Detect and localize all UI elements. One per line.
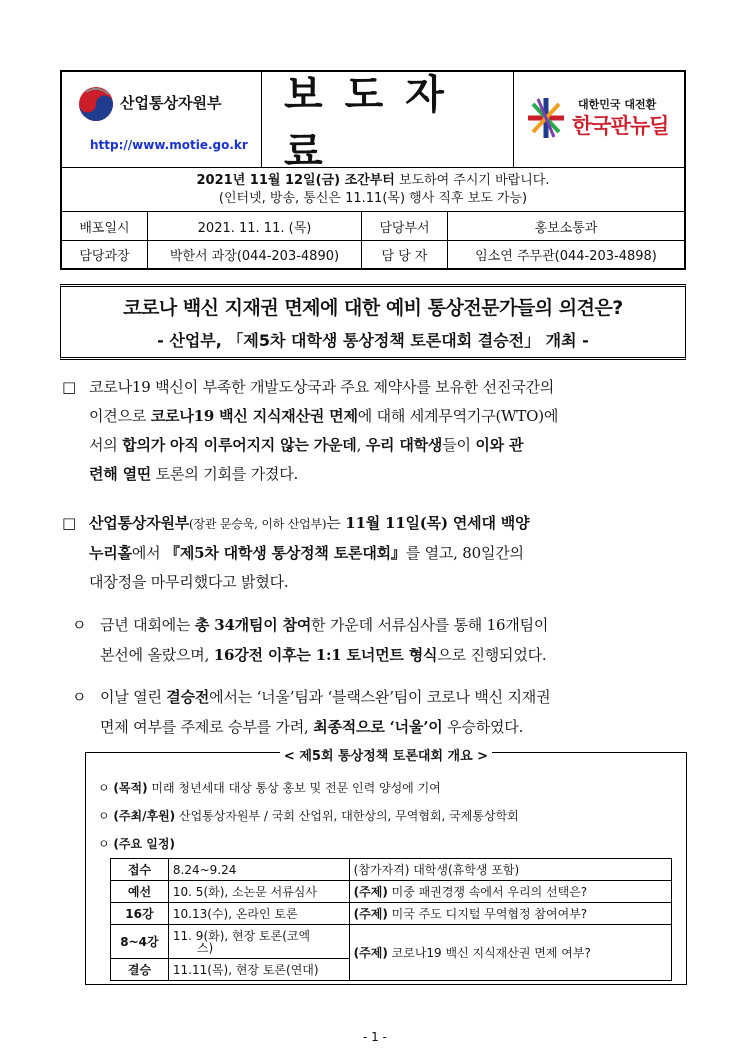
p2-text: 를 열고, 80일간의 bbox=[405, 544, 524, 562]
circle-bullet: ㅇ bbox=[72, 616, 87, 634]
desc-label: (주제) bbox=[353, 885, 388, 899]
desc-text: 코로나19 백신 지식재산권 면제 여부? bbox=[387, 946, 591, 960]
schedule-label: (주요 일정) bbox=[113, 837, 175, 851]
date-cell: 10. 5(화), 소논문 서류심사 bbox=[168, 881, 349, 903]
sub-point-2 bbox=[62, 682, 694, 742]
date-line-1: 11. 9(화), 현장 토론(코엑 bbox=[172, 928, 311, 943]
s2-text: 이날 열린 bbox=[100, 688, 167, 706]
desc-cell bbox=[349, 925, 671, 981]
stage-cell: 결승 bbox=[111, 959, 169, 981]
desc-cell bbox=[349, 859, 671, 881]
s2-bold: 최종적으로 ‘너울’이 bbox=[313, 718, 443, 736]
new-deal-title: 한국판뉴딜 bbox=[572, 114, 669, 138]
header-top-row bbox=[62, 70, 684, 175]
table-row bbox=[111, 881, 672, 903]
desc-text: 미국 주도 디지털 무역협정 참여여부? bbox=[387, 907, 588, 921]
host-text: 산업통상자원부 / 국회 산업위, 대한상의, 무역협회, 국제통상학회 bbox=[175, 809, 519, 823]
embargo-row bbox=[62, 168, 684, 212]
embargo-note: (인터넷, 방송, 통신은 11.11(목) 행사 직후 보도 가능) bbox=[218, 191, 528, 206]
staff-label: 담 당 자 bbox=[362, 241, 448, 268]
p1-bold: 코로나19 백신 지식재산권 면제 bbox=[150, 407, 358, 425]
circle-bullet: ㅇ bbox=[72, 688, 87, 706]
p2-bold: 『제5차 대학생 통상정책 토론대회』 bbox=[165, 544, 406, 562]
date-line-2: 스) bbox=[196, 940, 214, 955]
press-release-header bbox=[60, 70, 686, 270]
summary-schedule-label bbox=[98, 835, 175, 852]
subheadline: - 산업부, 「제5차 대학생 통상정책 토론대회 결승전」 개최 - bbox=[157, 331, 589, 350]
contact-row bbox=[62, 240, 684, 268]
distribution-row bbox=[62, 212, 684, 240]
new-deal-subtitle: 대한민국 대전환 bbox=[578, 98, 657, 111]
dept-value: 홍보소통과 bbox=[534, 220, 598, 236]
embargo-text: 보도하여 주시기 바랍니다. bbox=[394, 173, 550, 188]
p1-bold: 이와 관 bbox=[475, 436, 524, 454]
p1-text: , bbox=[356, 436, 366, 454]
circle-bullet: ㅇ bbox=[98, 781, 110, 795]
circle-bullet: ㅇ bbox=[98, 809, 110, 823]
purpose-label: (목적) bbox=[113, 781, 148, 795]
p1-text: 토론의 기회를 가졌다. bbox=[151, 465, 299, 483]
stage-cell: 16강 bbox=[111, 903, 169, 925]
summary-title-wrap bbox=[86, 745, 686, 764]
ministry-name: 산업통상자원부 bbox=[120, 94, 222, 112]
p1-bold: 합의가 아직 이루어지지 않는 가운데 bbox=[122, 436, 357, 454]
p1-text: 에 대해 세계무역기구(WTO)에 bbox=[357, 407, 559, 425]
s2-text: 면제 여부를 주제로 승부를 가려, bbox=[100, 718, 314, 736]
stage-cell: 8~4강 bbox=[111, 925, 169, 959]
square-bullet: □ bbox=[62, 514, 76, 532]
p1-text: 서의 bbox=[89, 436, 123, 454]
summary-title: < 제5회 통상정책 토론대회 개요 > bbox=[280, 749, 492, 764]
s2-text: 우승하였다. bbox=[442, 718, 524, 736]
p2-bold: 누리홀 bbox=[89, 544, 132, 562]
dist-value: 2021. 11. 11. (목) bbox=[148, 212, 362, 240]
dist-label: 배포일시 bbox=[62, 212, 148, 240]
p1-bold: 우리 대학생 bbox=[365, 436, 443, 454]
p1-text: 이견으로 bbox=[89, 407, 151, 425]
p2-text: 대장정을 마무리했다고 밝혔다. bbox=[89, 573, 289, 591]
paragraph-2 bbox=[62, 509, 694, 597]
ministry-url-link[interactable]: http://www.motie.go.kr bbox=[90, 138, 248, 152]
desc-text: 미중 패권경쟁 속에서 우리의 선택은? bbox=[387, 885, 588, 899]
korean-new-deal-logo-cell bbox=[514, 72, 684, 167]
desc-label: (주제) bbox=[353, 946, 388, 960]
stage-cell: 예선 bbox=[111, 881, 169, 903]
head-label: 담당과장 bbox=[62, 241, 148, 268]
s1-text: 금년 대회에는 bbox=[100, 616, 195, 634]
new-deal-star-icon bbox=[526, 96, 566, 140]
embargo-date: 2021년 11월 12일(금) 조간부터 bbox=[196, 173, 395, 188]
table-row bbox=[111, 903, 672, 925]
doc-title: 보도자료 bbox=[262, 72, 514, 167]
p2-text: 는 bbox=[326, 514, 346, 532]
p2-text: 에서 bbox=[131, 544, 166, 562]
dept-label: 담당부서 bbox=[362, 212, 448, 240]
s1-bold: 총 34개팀이 참여 bbox=[194, 616, 312, 634]
schedule-table bbox=[110, 858, 672, 981]
date-cell: 8.24~9.24 bbox=[168, 859, 349, 881]
staff-value: 임소연 주무관(044-203-4898) bbox=[475, 249, 657, 264]
paragraph-1 bbox=[62, 373, 694, 489]
p1-bold: 련해 열띤 bbox=[89, 465, 152, 483]
page-number: - 1 - bbox=[363, 1030, 387, 1044]
desc-cell bbox=[349, 903, 671, 925]
p1-line-1: 코로나19 백신이 부족한 개발도상국과 주요 제약사를 보유한 선진국간의 bbox=[89, 378, 555, 396]
ministry-logo-cell bbox=[62, 72, 262, 167]
s1-text: 으로 진행되었다. bbox=[437, 646, 547, 664]
purpose-text: 미래 청년세대 대상 통상 홍보 및 전문 인력 양성에 기여 bbox=[147, 781, 441, 795]
sub-point-1 bbox=[62, 610, 694, 670]
s1-text: 본선에 올랐으며, bbox=[100, 646, 214, 664]
s2-bold: 결승전 bbox=[166, 688, 210, 706]
table-row bbox=[111, 925, 672, 959]
p2-bold: 11월 11일(목) 연세대 백양 bbox=[345, 514, 530, 532]
date-cell: 11.11(목), 현장 토론(연대) bbox=[168, 959, 349, 981]
s1-bold: 16강전 이후는 1:1 토너먼트 형식 bbox=[213, 646, 438, 664]
summary-purpose bbox=[98, 779, 441, 796]
s1-text: 한 가운데 서류심사를 통해 16개팀이 bbox=[311, 616, 549, 634]
s2-text: 에서는 ‘너울’팀과 ‘블랙스완’팀이 코로나 백신 지재권 bbox=[209, 688, 551, 706]
event-summary-box bbox=[85, 749, 687, 985]
circle-bullet: ㅇ bbox=[98, 837, 110, 851]
p1-text: 들이 bbox=[442, 436, 476, 454]
head-value: 박한서 과장(044-203-4890) bbox=[148, 241, 362, 268]
p2-paren: (장관 문승욱, 이하 산업부) bbox=[189, 517, 327, 531]
date-cell bbox=[168, 925, 349, 959]
p2-bold: 산업통상자원부 bbox=[89, 514, 190, 532]
host-label: (주최/후원) bbox=[113, 809, 176, 823]
headline-box bbox=[60, 284, 686, 360]
desc-cell bbox=[349, 881, 671, 903]
desc-text: (참가자격) 대학생(휴학생 포함) bbox=[353, 863, 520, 877]
summary-host bbox=[98, 807, 519, 824]
table-row bbox=[111, 859, 672, 881]
square-bullet: □ bbox=[62, 378, 76, 396]
stage-cell: 접수 bbox=[111, 859, 169, 881]
date-cell: 10.13(수), 온라인 토론 bbox=[168, 903, 349, 925]
taegeuk-emblem-icon bbox=[76, 84, 116, 124]
headline: 코로나 백신 지재권 면제에 대한 예비 통상전문가들의 의견은? bbox=[123, 297, 623, 319]
desc-label: (주제) bbox=[353, 907, 388, 921]
